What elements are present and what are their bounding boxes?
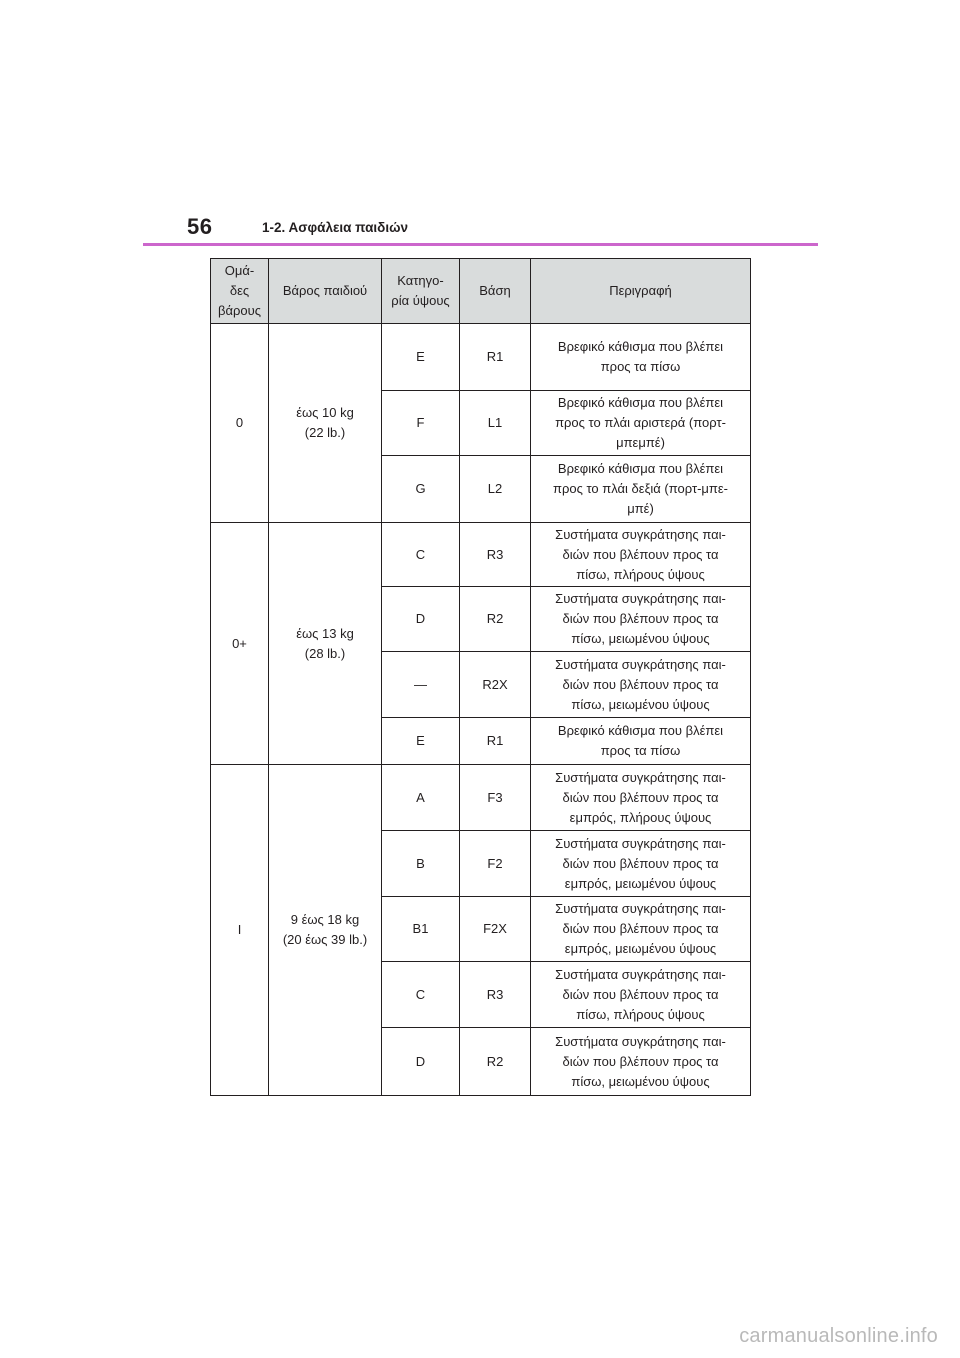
description-cell: Συστήματα συγκράτησης παι- διών που βλέπουν προς τα πίσω, πλήρους ύψους [531, 962, 751, 1028]
child-seat-size-table [210, 258, 751, 1096]
height-category-cell: A [382, 765, 460, 831]
base-cell: R2 [460, 587, 531, 652]
base-cell: R2X [460, 652, 531, 718]
description-cell: Συστήματα συγκράτησης παι- διών που βλέπουν προς τα εμπρός, πλήρους ύψους [531, 765, 751, 831]
height-category-cell: D [382, 1028, 460, 1096]
page-number: 56 [187, 214, 213, 239]
height-category-cell: B [382, 831, 460, 897]
height-category-cell: B1 [382, 897, 460, 962]
base-cell: R1 [460, 718, 531, 765]
weight-group-cell: 0+ [211, 523, 269, 765]
child-weight-cell: 9 έως 18 kg (20 έως 39 lb.) [269, 765, 382, 1096]
description-cell: Συστήματα συγκράτησης παι- διών που βλέπουν προς τα πίσω, πλήρους ύψους [531, 523, 751, 587]
header-divider [143, 243, 818, 246]
description-cell: Συστήματα συγκράτησης παι- διών που βλέπουν προς τα πίσω, μειωμένου ύψους [531, 1028, 751, 1096]
height-category-cell: — [382, 652, 460, 718]
height-category-cell: C [382, 962, 460, 1028]
description-cell: Συστήματα συγκράτησης παι- διών που βλέπουν προς τα πίσω, μειωμένου ύψους [531, 587, 751, 652]
description-cell: Βρεφικό κάθισμα που βλέπει προς το πλάι αριστερά (πορτ- μπεμπέ) [531, 391, 751, 456]
section-title: 1-2. Ασφάλεια παιδιών [262, 220, 409, 235]
weight-group-cell: I [211, 765, 269, 1096]
header-height-category: Κατηγο- ρία ύψους [382, 259, 460, 324]
header-child-weight: Βάρος παιδιού [269, 259, 382, 324]
description-cell: Συστήματα συγκράτησης παι- διών που βλέπουν προς τα εμπρός, μειωμένου ύψους [531, 897, 751, 962]
base-cell: R1 [460, 324, 531, 391]
table-header [211, 259, 751, 324]
description-cell: Συστήματα συγκράτησης παι- διών που βλέπουν προς τα εμπρός, μειωμένου ύψους [531, 831, 751, 897]
base-cell: F3 [460, 765, 531, 831]
table-row [211, 765, 751, 831]
base-cell: R3 [460, 962, 531, 1028]
table-row [211, 523, 751, 587]
base-cell: F2X [460, 897, 531, 962]
height-category-cell: E [382, 718, 460, 765]
header-weight-group: Ομά- δες βάρους [211, 259, 269, 324]
description-cell: Βρεφικό κάθισμα που βλέπει προς τα πίσω [531, 324, 751, 391]
header-base: Βάση [460, 259, 531, 324]
height-category-cell: G [382, 456, 460, 523]
table-header-row [211, 259, 751, 324]
description-cell: Βρεφικό κάθισμα που βλέπει προς τα πίσω [531, 718, 751, 765]
height-category-cell: E [382, 324, 460, 391]
base-cell: L2 [460, 456, 531, 523]
base-cell: R3 [460, 523, 531, 587]
base-cell: L1 [460, 391, 531, 456]
description-cell: Βρεφικό κάθισμα που βλέπει προς το πλάι δεξιά (πορτ-μπε- μπέ) [531, 456, 751, 523]
watermark: carmanualsonline.info [739, 1325, 938, 1347]
child-weight-cell: έως 13 kg (28 lb.) [269, 523, 382, 765]
base-cell: F2 [460, 831, 531, 897]
base-cell: R2 [460, 1028, 531, 1096]
weight-group-cell: 0 [211, 324, 269, 523]
height-category-cell: F [382, 391, 460, 456]
height-category-cell: D [382, 587, 460, 652]
table-body [211, 324, 751, 1096]
height-category-cell: C [382, 523, 460, 587]
header-description: Περιγραφή [531, 259, 751, 324]
description-cell: Συστήματα συγκράτησης παι- διών που βλέπουν προς τα πίσω, μειωμένου ύψους [531, 652, 751, 718]
table-row [211, 324, 751, 391]
child-weight-cell: έως 10 kg (22 lb.) [269, 324, 382, 523]
